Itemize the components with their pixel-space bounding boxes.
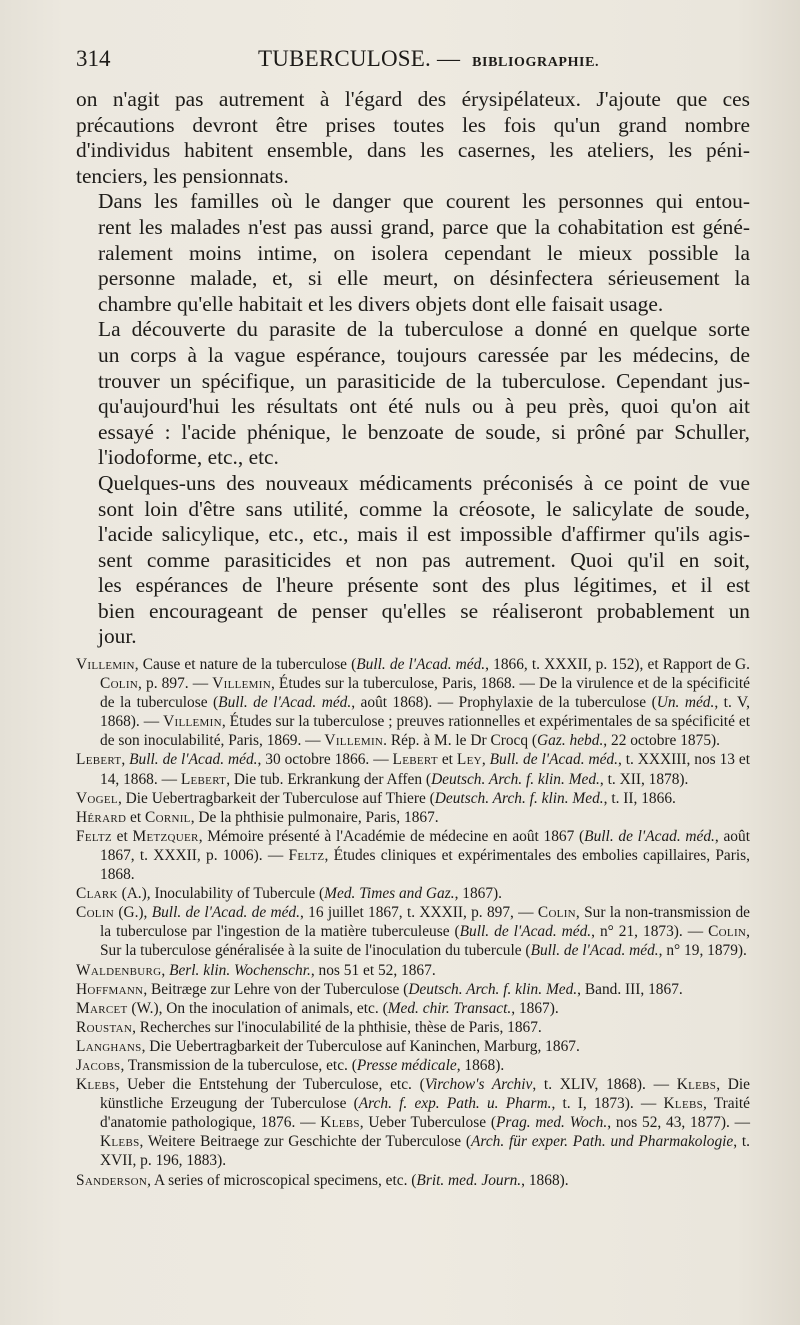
text-line: sont loin d'être sans utilité, comme la créosote, le salicylate de soude, [98, 496, 750, 521]
text-line: Dans les familles où le danger que courent les personnes qui entou- [98, 189, 750, 214]
author-name: Hoffmann [76, 980, 144, 998]
journal-title: Bull. de l'Acad. méd. [459, 923, 592, 941]
running-head-dash: — [436, 46, 461, 71]
journal-title: Bull. de l'Acad. méd. [356, 656, 486, 673]
journal-title: Bull. de l'Acad. de méd. [151, 904, 300, 922]
author-name: Langhans [76, 1037, 142, 1055]
journal-title: Presse médicale [356, 1056, 457, 1074]
citation-text: , Die Uebertragbarkeit der Tuberculose auf Thiere ( [117, 789, 435, 807]
citation-text: , août 1867, t. XXXII, p. 1006). — [100, 827, 750, 864]
text-line: un corps à la vague espérance, toujours caressée par les médecins, de [98, 342, 750, 367]
text-line: qu'aujourd'hui les résultats ont été nuls ou à peu près, quoi qu'on ait [98, 394, 750, 419]
journal-title: Deutsch. Arch. f. klin. Med. [431, 770, 600, 788]
citation-text: , 16 juillet 1867, t. XXXII, p. 897, — [299, 904, 538, 922]
journal-title: Prag. med. Woch. [496, 1114, 608, 1132]
author-name: Colin [76, 904, 115, 922]
citation-text: , n° 19, 1879). [658, 942, 747, 960]
journal-title: Med. Times and Gaz. [324, 885, 455, 903]
text-line: précautions devront être prises toutes les fois qu'un grand nombre [76, 112, 750, 137]
citation-text: , Traité d'anatomie pathologique, 1876. — [100, 1095, 750, 1132]
bibliography-entry [76, 808, 750, 827]
citation-text: , 1868). [456, 1056, 505, 1074]
author-name: Metzquer [132, 827, 199, 845]
author-name: Villemin [324, 732, 384, 750]
author-name: Klebs [676, 1076, 717, 1094]
bibliography-entry [76, 961, 750, 980]
text-line: rent les malades n'est pas aussi grand, parce que la cohabitation est géné- [98, 214, 750, 239]
text-line: essayé : l'acide phénique, le benzoate de soude, si prôné par Schuller, [98, 419, 750, 444]
citation-text: , Sur la tuberculose généralisée à la suite de l'inoculation du tubercule ( [100, 923, 751, 960]
journal-title: Bull. de l'Acad. méd. [530, 942, 659, 960]
bibliography-entry [76, 884, 750, 903]
bibliography-entry [76, 999, 750, 1018]
author-name: Feltz [76, 827, 112, 845]
citation-text: , t. V, 1868). — [100, 694, 750, 731]
citation-text: , [121, 751, 130, 769]
bibliography [76, 655, 750, 1190]
author-name: Colin [708, 923, 747, 941]
author-name: Klebs [663, 1095, 704, 1113]
bibliography-entry [76, 827, 750, 884]
citation-text: , t. XXXIII, nos 13 et 14, 1868. — [100, 751, 750, 788]
citation-text: et [437, 751, 457, 769]
author-name: Marcet [76, 999, 128, 1017]
bibliography-entry [76, 1018, 750, 1037]
citation-text: , Cause et nature de la tuberculose ( [134, 656, 357, 673]
author-name: Klebs [320, 1114, 360, 1132]
author-name: Lebert [392, 751, 438, 769]
citation-text: , Die Uebertragbarkeit der Tuberculose auf Kaninchen, Marburg, 1867. [141, 1037, 580, 1055]
citation-text: , Beitræge zur Lehre von der Tuberculose ( [143, 980, 409, 998]
author-name: Roustan [76, 1018, 133, 1036]
body-text [76, 87, 750, 650]
author-name: Colin [537, 904, 576, 922]
text-line: l'acide salicylique, etc., etc., mais il est impossible d'affirmer qu'ils agis- [98, 522, 750, 547]
citation-text: , t. XVII, p. 196, 1883). [100, 1133, 750, 1170]
bibliography-entry [76, 789, 750, 808]
citation-text: , Recherches sur l'inoculabilité de la phthisie, thèse de Paris, 1867. [132, 1018, 542, 1036]
author-name: Villemin [163, 713, 222, 731]
bibliography-entry [76, 903, 750, 960]
running-head-section: BIBLIOGRAPHIE. [472, 55, 600, 70]
citation-text: , 1867). [454, 885, 503, 903]
journal-title: Deutsch. Arch. f. klin. Med. [434, 789, 604, 807]
journal-title: Berl. klin. Wochenschr. [169, 961, 311, 979]
text-line: l'iodoforme, etc., etc. [98, 445, 279, 470]
citation-text: , Études cliniques et expérimentales des embolies capillaires, Paris, 1868. [100, 846, 750, 884]
author-name: Waldenburg [76, 961, 162, 979]
author-name: Villemin [76, 656, 135, 673]
bibliography-entry [76, 980, 750, 999]
citation-text: , 1866, t. XXXII, p. 152), et Rapport de G. [485, 656, 751, 673]
citation-text: , t. XLIV, 1868). — [532, 1076, 677, 1094]
body-paragraph [76, 189, 750, 317]
page-number: 314 [76, 46, 111, 71]
page-header [76, 46, 740, 76]
journal-title: Arch. für exper. Path. und Pharmakologie [471, 1133, 734, 1151]
text-line: Quelques-uns des nouveaux médicaments préconisés à ce point de vue [98, 470, 750, 495]
journal-title: Un. méd. [656, 694, 715, 712]
citation-text: , t. I, 1873). — [551, 1095, 664, 1113]
citation-text: et [126, 808, 146, 826]
citation-text: , Sur la non-transmission de la tuberculose par l'ingestion de la matière tuberculeuse ( [100, 904, 750, 941]
journal-title: Bull. de l'Acad. méd. [584, 827, 715, 845]
citation-text: , nos 52, 43, 1877). — [607, 1114, 750, 1132]
citation-text: , Die tub. Erkrankung der Affen ( [226, 770, 432, 788]
author-name: Villemin [212, 675, 271, 693]
journal-title: Bull. de l'Acad. méd. [129, 751, 258, 769]
citation-text: , Band. III, 1867. [577, 980, 683, 998]
text-line: les espérances de l'heure présente sont des plus légitimes, et il est [98, 573, 750, 598]
citation-text: , 22 octobre 1875). [603, 732, 720, 750]
journal-title: Bull. de l'Acad. méd. [218, 694, 352, 712]
bibliography-entry [76, 655, 750, 750]
text-line: sent comme parasiticides et non pas autrement. Quoi qu'il en soit, [98, 547, 750, 572]
citation-text: , Die künstliche Erzeugung der Tuberculose ( [100, 1076, 750, 1113]
text-line: d'individus habitent ensemble, dans les casernes, les ateliers, les péni- [76, 138, 750, 163]
author-name: Klebs [100, 1133, 140, 1151]
bibliography-entry [76, 750, 750, 788]
journal-title: Brit. med. Journ. [416, 1171, 522, 1189]
citation-text: , août 1868). — Prophylaxie de la tuberculose ( [351, 694, 657, 712]
journal-title: Arch. f. exp. Path. u. Pharm. [358, 1095, 552, 1113]
citation-text: , A series of microscopical specimens, etc. ( [147, 1171, 417, 1189]
author-name: Vogel [76, 789, 118, 807]
citation-text: , n° 21, 1873). — [591, 923, 709, 941]
body-paragraph [76, 471, 750, 650]
author-name: Lebert [76, 751, 122, 769]
citation-text: (G.), [114, 904, 152, 922]
bibliography-entry [76, 1056, 750, 1075]
citation-text: . Rép. à M. le Dr Crocq ( [383, 732, 538, 750]
journal-title: Bull. de l'Acad. méd. [489, 751, 618, 769]
author-name: Cornil [145, 808, 191, 826]
journal-title: Gaz. hebd. [537, 732, 604, 750]
journal-title: Med. chir. Transact. [387, 999, 512, 1017]
author-name: Clark [76, 885, 118, 903]
text-line: on n'agit pas autrement à l'égard des érysipélateux. J'ajoute que ces [76, 87, 750, 111]
citation-text: , Weitere Beitraege zur Geschichte der Tuberculose ( [139, 1133, 471, 1151]
running-head-title: TUBERCULOSE. [258, 46, 431, 71]
citation-text: , t. II, 1866. [603, 789, 676, 807]
citation-text: (W.), On the inoculation of animals, etc. ( [127, 999, 388, 1017]
text-line: jour. [98, 624, 137, 649]
bibliography-entry [76, 1171, 750, 1190]
citation-text: , De la phthisie pulmonaire, Paris, 1867. [190, 808, 439, 826]
author-name: Jacobs [76, 1056, 121, 1074]
body-paragraph [76, 87, 750, 189]
author-name: Lebert [180, 770, 227, 788]
citation-text: , 1868). [521, 1171, 569, 1189]
citation-text: , 30 octobre 1866. — [257, 751, 393, 769]
citation-text: , 1867). [511, 999, 559, 1017]
bibliography-entry [76, 1075, 750, 1170]
text-line: chambre qu'elle habitait et les divers objets dont elle faisait usage. [98, 291, 664, 316]
author-name: Feltz [288, 846, 325, 864]
citation-text: , p. 897. — [138, 675, 213, 693]
text-line: tenciers, les pensionnats. [76, 163, 289, 188]
text-line: La découverte du parasite de la tuberculose a donné en quelque sorte [98, 317, 750, 342]
author-name: Sanderson [76, 1171, 148, 1189]
citation-text: , [481, 751, 490, 769]
citation-text: , Mémoire présenté à l'Académie de médecine en août 1867 ( [198, 827, 585, 845]
citation-text: , Ueber Tuberculose ( [359, 1114, 496, 1132]
citation-text: , nos 51 et 52, 1867. [310, 961, 436, 979]
citation-text: (A.), Inoculability of Tubercule ( [117, 885, 325, 903]
text-line: trouver un spécifique, un parasiticide de la tuberculose. Cependant jus- [98, 368, 750, 393]
text-line: ralement moins intime, on isolera cependant le mieux possible la [98, 240, 750, 265]
citation-text: , Transmission de la tuberculose, etc. ( [120, 1056, 357, 1074]
journal-title: Deutsch. Arch. f. klin. Med. [408, 980, 578, 998]
citation-text: , Études sur la tuberculose, Paris, 1868. — De la virulence et de la spécificité de la tuberculose ( [100, 675, 750, 712]
author-name: Hérard [76, 808, 127, 826]
citation-text: , Ueber die Entstehung der Tuberculose, etc. ( [115, 1076, 425, 1094]
journal-title: Virchow's Archiv [424, 1076, 533, 1094]
body-paragraph [76, 317, 750, 471]
citation-text: , t. XII, 1878). [599, 770, 689, 788]
text-line: personne malade, et, si elle meurt, on désinfectera sérieusement la [98, 266, 750, 291]
bibliography-entry [76, 1037, 750, 1056]
author-name: Ley [456, 751, 482, 769]
citation-text: et [111, 827, 133, 845]
running-head [258, 46, 599, 72]
author-name: Colin [100, 675, 139, 693]
citation-text: , [161, 961, 170, 979]
author-name: Klebs [76, 1076, 116, 1094]
text-line: bien encourageant de penser qu'elles se réaliseront probablement un [98, 598, 750, 623]
citation-text: , Études sur la tuberculose ; preuves rationnelles et expérimentales de sa spécificité et de son inoculabilité, Paris, 1869. — [100, 713, 751, 750]
